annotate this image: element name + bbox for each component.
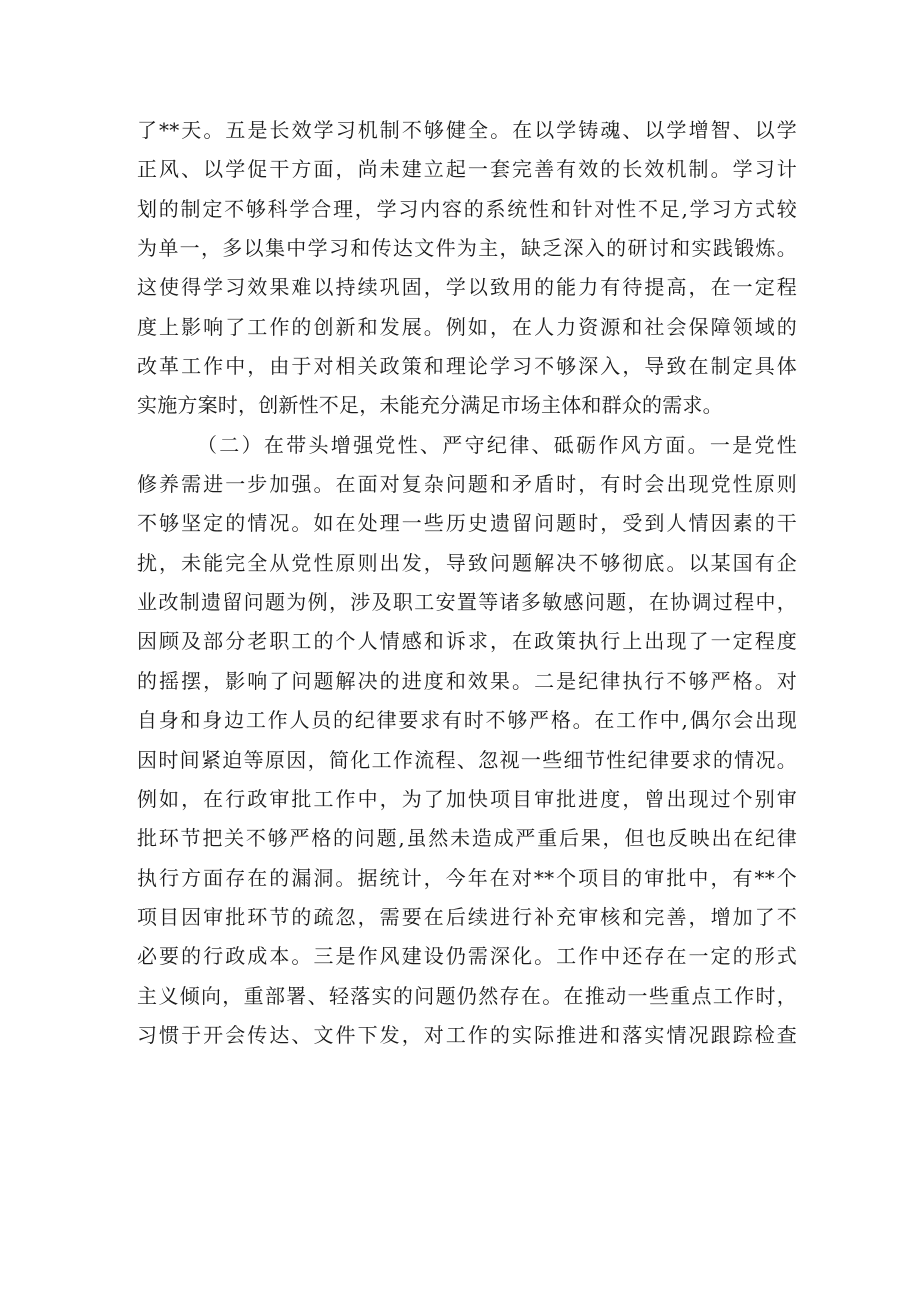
body-text-line: 不够坚定的情况。如在处理一些历史遗留问题时，受到人情因素的干: [137, 511, 797, 536]
body-text-line: 为单一，多以集中学习和传达文件为主，缺乏深入的研讨和实践锻炼。: [137, 236, 797, 261]
body-text-line: 修养需进一步加强。在面对复杂问题和矛盾时，有时会出现党性原则: [137, 472, 797, 497]
body-text-line: 的摇摆，影响了问题解决的进度和效果。二是纪律执行不够严格。对: [137, 668, 797, 693]
body-text-line: 项目因审批环节的疏忽，需要在后续进行补充审核和完善，增加了不: [137, 904, 797, 929]
body-text-line: 习惯于开会传达、文件下发，对工作的实际推进和落实情况跟踪检查: [137, 1022, 797, 1047]
body-text-line: 必要的行政成本。三是作风建设仍需深化。工作中还存在一定的形式: [137, 944, 797, 969]
body-text-line: 度上影响了工作的创新和发展。例如，在人力资源和社会保障领域的: [137, 314, 797, 339]
body-text-line: 实施方案时，创新性不足，未能充分满足市场主体和群众的需求。: [137, 393, 723, 418]
body-text-line: 执行方面存在的漏洞。据统计，今年在对**个项目的审批中，有**个: [137, 865, 797, 890]
body-text-line: （二）在带头增强党性、严守纪律、砥砺作风方面。一是党性: [197, 432, 797, 457]
body-text-line: 因顾及部分老职工的个人情感和诉求，在政策执行上出现了一定程度: [137, 629, 797, 654]
body-text-line: 这使得学习效果难以持续巩固，学以致用的能力有待提高，在一定程: [137, 275, 797, 300]
body-text-line: 因时间紧迫等原因，简化工作流程、忽视一些细节性纪律要求的情况。: [137, 747, 797, 772]
body-text-line: 划的制定不够科学合理，学习内容的系统性和针对性不足,学习方式较: [137, 196, 797, 221]
body-text-line: 主义倾向，重部署、轻落实的问题仍然存在。在推动一些重点工作时，: [137, 983, 797, 1008]
body-text-line: 业改制遗留问题为例，涉及职工安置等诸多敏感问题，在协调过程中，: [137, 590, 797, 615]
body-text-line: 扰，未能完全从党性原则出发，导致问题解决不够彻底。以某国有企: [137, 550, 797, 575]
body-text-line: 了**天。五是长效学习机制不够健全。在以学铸魂、以学增智、以学: [137, 118, 797, 142]
document-body: [137, 111, 797, 1055]
body-text-line: 自身和身边工作人员的纪律要求有时不够严格。在工作中,偶尔会出现: [137, 708, 797, 733]
body-text-line: 批环节把关不够严格的问题,虽然未造成严重后果，但也反映出在纪律: [137, 826, 797, 851]
body-text-line: 例如，在行政审批工作中，为了加快项目审批进度，曾出现过个别审: [137, 786, 797, 811]
body-text-line: 改革工作中，由于对相关政策和理论学习不够深入，导致在制定具体: [137, 354, 797, 379]
body-text-line: 正风、以学促干方面，尚未建立起一套完善有效的长效机制。学习计: [137, 157, 797, 182]
